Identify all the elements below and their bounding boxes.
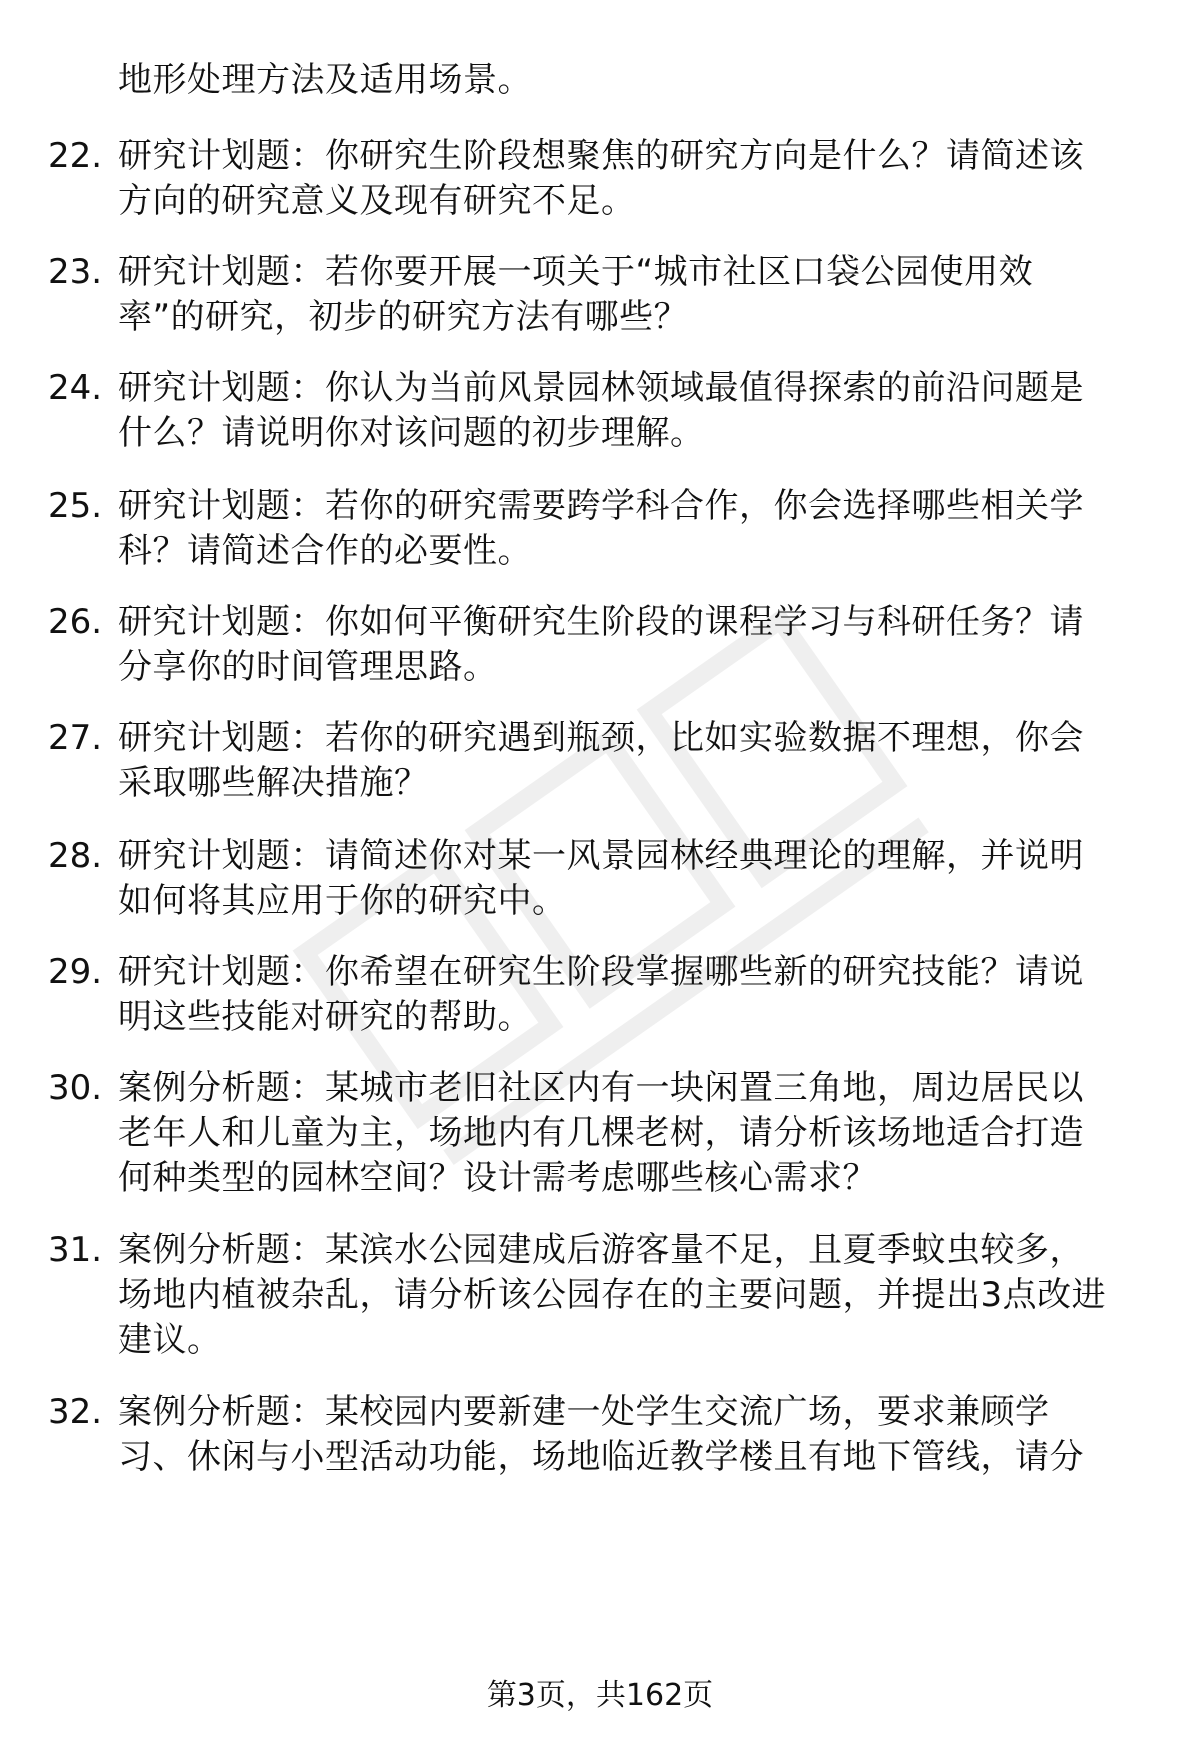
item-text-line: 什么？请说明你对该问题的初步理解。 bbox=[118, 413, 705, 453]
item-text-line: 案例分析题：某校园内要新建一处学生交流广场，要求兼顾学 bbox=[118, 1392, 1050, 1432]
item-text-line: 老年人和儿童为主，场地内有几棵老树，请分析该场地适合打造 bbox=[118, 1113, 1084, 1153]
item-text-line: 明这些技能对研究的帮助。 bbox=[118, 997, 532, 1037]
item-number: 30. bbox=[48, 1068, 103, 1108]
item-text-line: 研究计划题：你认为当前风景园林领域最值得探索的前沿问题是 bbox=[118, 368, 1084, 408]
item-text-line: 案例分析题：某滨水公园建成后游客量不足，且夏季蚊虫较多， bbox=[118, 1230, 1084, 1270]
item-text-line: 方向的研究意义及现有研究不足。 bbox=[118, 181, 636, 221]
item-number: 32. bbox=[48, 1392, 103, 1432]
item-number: 26. bbox=[48, 602, 103, 642]
item-number: 22. bbox=[48, 136, 103, 176]
item-text-line: 建议。 bbox=[118, 1320, 222, 1360]
item-continuation-line: 地形处理方法及适用场景。 bbox=[118, 60, 532, 100]
item-number: 24. bbox=[48, 368, 103, 408]
item-text-line: 科？请简述合作的必要性。 bbox=[118, 531, 532, 571]
item-text-line: 研究计划题：你希望在研究生阶段掌握哪些新的研究技能？请说 bbox=[118, 952, 1084, 992]
item-text-line: 案例分析题：某城市老旧社区内有一块闲置三角地，周边居民以 bbox=[118, 1068, 1084, 1108]
item-text-line: 何种类型的园林空间？设计需考虑哪些核心需求？ bbox=[118, 1158, 877, 1198]
item-text-line: 分享你的时间管理思路。 bbox=[118, 647, 498, 687]
page-number-footer: 第3页，共162页 bbox=[486, 1678, 714, 1713]
item-text-line: 率”的研究，初步的研究方法有哪些？ bbox=[118, 297, 689, 337]
item-number: 28. bbox=[48, 836, 103, 876]
item-text-line: 习、休闲与小型活动功能，场地临近教学楼且有地下管线，请分 bbox=[118, 1437, 1084, 1477]
item-text-line: 采取哪些解决措施？ bbox=[118, 763, 429, 803]
item-number: 27. bbox=[48, 718, 103, 758]
item-text-line: 研究计划题：你如何平衡研究生阶段的课程学习与科研任务？请 bbox=[118, 602, 1084, 642]
item-text-line: 研究计划题：若你的研究需要跨学科合作，你会选择哪些相关学 bbox=[118, 486, 1084, 526]
item-text-line: 研究计划题：请简述你对某一风景园林经典理论的理解，并说明 bbox=[118, 836, 1084, 876]
item-number: 25. bbox=[48, 486, 103, 526]
item-text-line: 如何将其应用于你的研究中。 bbox=[118, 881, 567, 921]
item-text-line: 研究计划题：若你要开展一项关于“城市社区口袋公园使用效 bbox=[118, 252, 1034, 292]
item-number: 23. bbox=[48, 252, 103, 292]
item-text-line: 场地内植被杂乱，请分析该公园存在的主要问题，并提出3点改进 bbox=[118, 1275, 1107, 1315]
item-number: 29. bbox=[48, 952, 103, 992]
item-number: 31. bbox=[48, 1230, 103, 1270]
item-text-line: 研究计划题：你研究生阶段想聚焦的研究方向是什么？请简述该 bbox=[118, 136, 1084, 176]
item-text-line: 研究计划题：若你的研究遇到瓶颈，比如实验数据不理想，你会 bbox=[118, 718, 1084, 758]
